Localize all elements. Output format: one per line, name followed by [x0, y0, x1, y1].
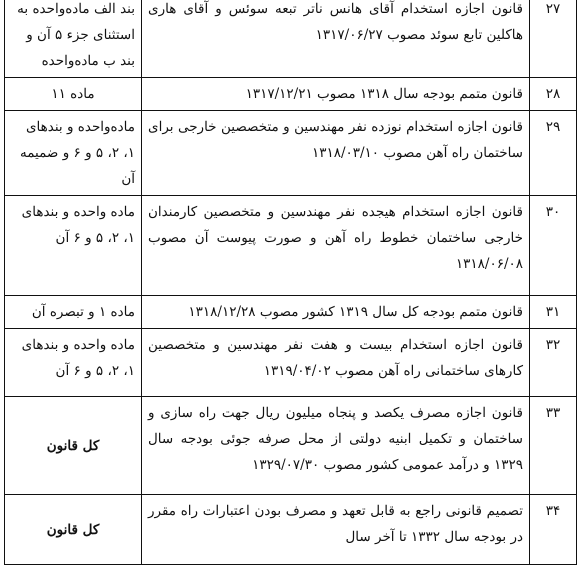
table-row: [5, 329, 577, 397]
table-row: [5, 0, 577, 78]
law-title: قانون اجازه استخدام نوزده نفر مهندسین و متخصصین خارجی برای ساختمان راه آهن مصوب ۱۳۱۸/۰۳/۱۰: [142, 111, 530, 196]
law-title: قانون متمم بودجه کل سال ۱۳۱۹ کشور مصوب ۱۳۱۸/۱۲/۲۸: [142, 296, 530, 329]
repealed-scope: ماده‌واحده و بندهای ۱، ۲، ۵ و ۶ و ضمیمه آن: [5, 111, 142, 196]
law-title: قانون اجازه استخدام آقای هانس ناتر تبعه سوئس و آقای هاری هاکلین تابع سوئد مصوب ۱۳۱۷/۰۶/۲۷: [142, 0, 530, 78]
row-number: ۳۲: [530, 329, 577, 397]
row-number: ۳۱: [530, 296, 577, 329]
row-number: ۲۸: [530, 78, 577, 111]
table-row: [5, 111, 577, 196]
law-title: تصمیم قانونی راجع به قابل تعهد و مصرف بودن اعتبارات راه مقرر در بودجه سال ۱۳۳۲ تا آخر سال: [142, 495, 530, 565]
table-row: [5, 78, 577, 111]
law-title: قانون متمم بودجه سال ۱۳۱۸ مصوب ۱۳۱۷/۱۲/۲۱: [142, 78, 530, 111]
row-number: ۳۰: [530, 196, 577, 296]
table-row: [5, 296, 577, 329]
law-title: قانون اجازه استخدام بیست و هفت نفر مهندسین و متخصصین کارهای ساختمانی راه آهن مصوب ۱۳۱۹/۰۴/۰۲: [142, 329, 530, 397]
laws-table: [4, 0, 577, 565]
laws-table-body: [5, 0, 577, 565]
repealed-scope: ماده ۱ و تبصره آن: [5, 296, 142, 329]
row-number: ۳۳: [530, 397, 577, 495]
repealed-scope: ماده واحده و بندهای ۱، ۲، ۵ و ۶ آن: [5, 329, 142, 397]
repealed-scope: کل قانون: [5, 495, 142, 565]
row-number: ۲۹: [530, 111, 577, 196]
repealed-scope: کل قانون: [5, 397, 142, 495]
table-row: [5, 397, 577, 495]
law-title: قانون اجازه استخدام هیجده نفر مهندسین و متخصصین کارمندان خارجی ساختمان خطوط راه آهن و صورت پیوست آن مصوب ۱۳۱۸/۰۶/۰۸: [142, 196, 530, 296]
law-title: قانون اجازه مصرف یکصد و پنجاه میلیون ریال جهت راه سازی و ساختمان و تکمیل ابنیه دولتی از محل صرفه جوئی بودجه سال ۱۳۲۹ و درآمد عمومی کشور مصوب ۱۳۲۹/۰۷/۳۰: [142, 397, 530, 495]
repealed-scope: بند الف ماده‌واحده به استثنای جزء ۵ آن و بند ب ماده‌واحده: [5, 0, 142, 78]
row-number: ۳۴: [530, 495, 577, 565]
row-number: ۲۷: [530, 0, 577, 78]
repealed-scope: ماده واحده و بندهای ۱، ۲، ۵ و ۶ آن: [5, 196, 142, 296]
table-row: [5, 196, 577, 296]
table-row: [5, 495, 577, 565]
repealed-scope: ماده ۱۱: [5, 78, 142, 111]
